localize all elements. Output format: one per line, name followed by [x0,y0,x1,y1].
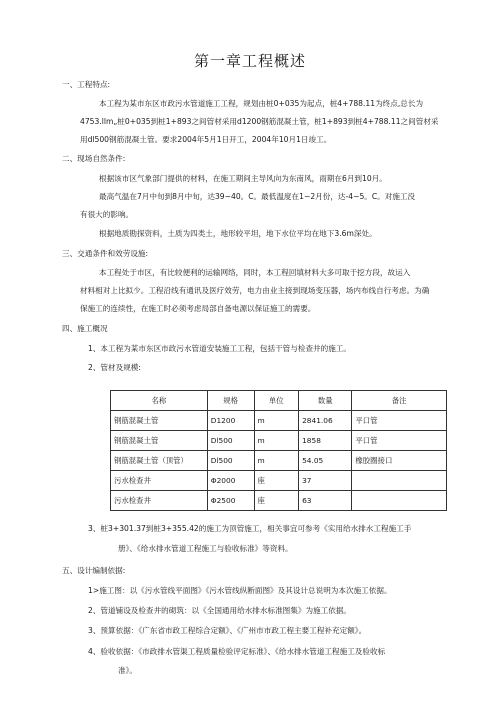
list-item-continuation: 册》、《给水排水管道工程施工与验收标准》等资料。 [118,544,293,553]
list-item: 2、管材及规模: [88,363,141,372]
table-cell: 1858 [299,431,352,451]
table-cell: Φ2000 [207,471,254,491]
table-cell: 2841.06 [299,411,352,431]
list-item: 2、管道铺设及检查井的砌筑：以《全国通用给水排水标准图集》为施工依据。 [88,606,352,615]
table-cell: 钢筋混凝土管 [111,411,208,431]
pipe-spec-table [110,390,447,511]
table-cell: D1200 [207,411,254,431]
section-heading-4: 四、施工概况 [62,324,108,333]
table-cell: m [254,431,299,451]
table-cell: m [254,451,299,471]
table-row [111,411,447,431]
paragraph-line: 本工程为某市东区市政污水管道施工工程，规划由桩0+035为起点，桩4+788.11为终点,总长为 [99,99,424,108]
table-cell: 63 [299,491,352,511]
section-heading-3: 三、交通条件和效劳设施: [62,249,149,258]
table-cell: Dl500 [207,451,254,471]
table-header-cell: 名称 [111,391,208,411]
table-cell: 54.05 [299,451,352,471]
table-cell: 平口管 [352,411,447,431]
table-cell: 钢筋混凝土管（顶管） [111,451,208,471]
table-cell [352,471,447,491]
table-cell: 平口管 [352,431,447,451]
paragraph-line: 本工程处于市区，有比较便利的运输网络，同时，本工程回填材料大多可取于挖方段，故运入 [99,268,411,277]
table-header-cell: 规格 [207,391,254,411]
list-item: 3、桩3+301.37到桩3+355.42的施工为顶管施工，相关事宜可参考《实用给水排水工程施工手 [88,524,412,533]
table-cell: 污水检查井 [111,491,208,511]
table-cell: m [254,411,299,431]
table-header-cell: 单位 [254,391,299,411]
table-row [111,491,447,511]
table-cell: Φ2500 [207,491,254,511]
table-row [111,431,447,451]
paragraph-line: 材料相对上比拟少。工程沿线有通讯及医疗效劳，电力由业主接到现场变压器，场内布线自行考虑。为确 [80,286,430,295]
page-title: 第一章工程概述 [193,52,306,70]
table-row [111,451,447,471]
table-cell: 座 [254,491,299,511]
paragraph-line: 有很大的影响。 [80,210,134,219]
list-item: 3、预算依据：《广东省市政工程综合定额》、《广州市市政工程主要工程补充定额》。 [88,626,367,635]
paragraph-line: 根据该市区气象部门提供的材料，在施工期间主导风向为东南风，雨期在6月到10月。 [99,174,387,183]
list-item-continuation: 准》。 [118,666,137,675]
list-item: 1>施工图：以《污水管线平面图》《污水管线纵断面图》及其设计总说明为本次施工依据。 [88,586,392,595]
table-cell: 钢筋混凝土管 [111,431,208,451]
paragraph-line: 4753.llm„桩0+035到桩1+893之间管材采用d1200钢筋混凝土管，桩1+893到桩4+788.11之间管材采 [80,117,439,126]
list-item: 4、验收依据：《市政排水管渠工程质量检验评定标准》、《给水排水管道工程施工及验收标 [88,647,386,656]
table-cell: 污水检查井 [111,471,208,491]
table-cell: 橡胶圈接口 [352,451,447,471]
paragraph-line: 最高气温在7月中旬到8月中旬，达39~40。C。最低温度在1~2月份，达-4~5。C。对施工没 [99,192,416,201]
paragraph-line: 根据地质勘探资料，土质为四类土，地形较平坦，地下水位平均在地下3.6m深处。 [99,229,377,238]
table-row [111,471,447,491]
section-heading-2: 二、现场自然条件: [62,154,126,163]
table-cell [352,491,447,511]
section-heading-5: 五、设计编制依据: [62,566,126,575]
table-cell: 37 [299,471,352,491]
table-cell: 座 [254,471,299,491]
section-heading-1: 一、工程特点: [62,80,111,89]
paragraph-line: 用dl500钢筋混凝土管。要求2004年5月1日开工，2004年10月1日竣工。 [80,135,332,144]
table-header-row [111,391,447,411]
table-header-cell: 数量 [299,391,352,411]
table-header-cell: 备注 [352,391,447,411]
paragraph-line: 保施工的连续性，在施工时必须考虑局部自备电源以保证施工的需要。 [80,304,316,313]
table-cell: Dl500 [207,431,254,451]
list-item: 1、本工程为某市东区市政污水管道安装施工工程，包括干管与检查井的施工。 [88,344,352,353]
